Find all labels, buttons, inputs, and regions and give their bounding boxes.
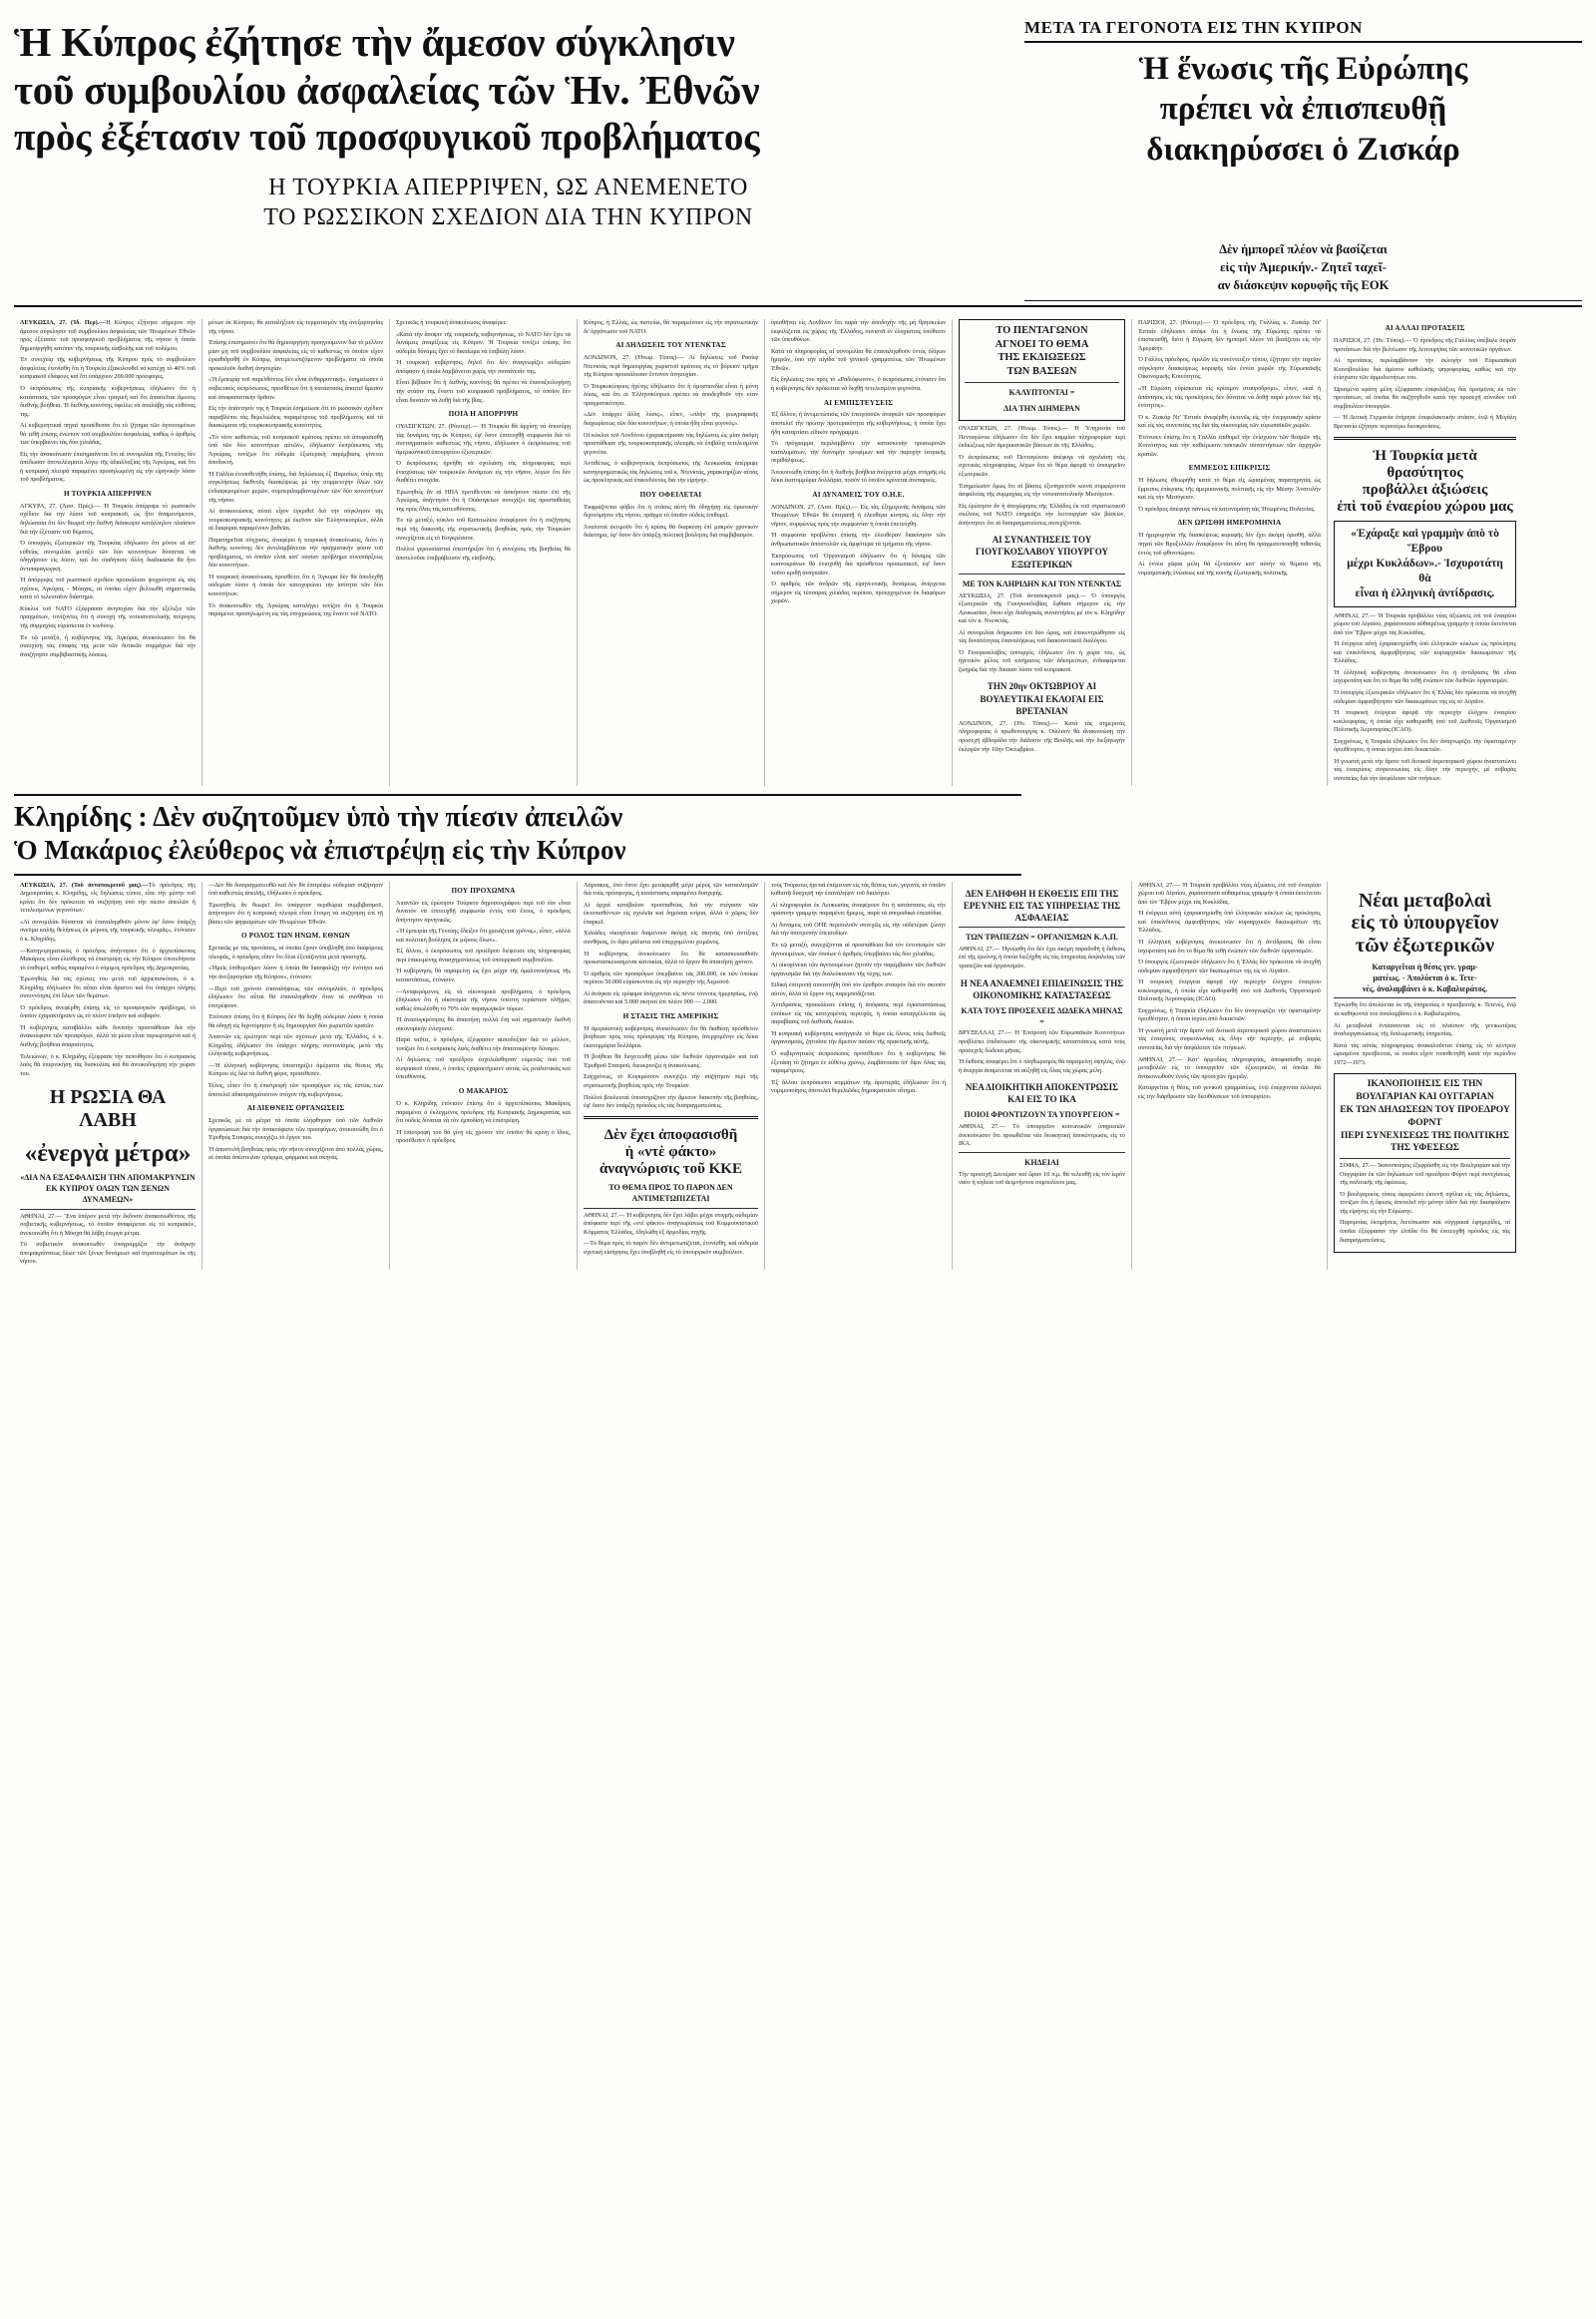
turkey-airspace-p5: Ἡ τουρκικὴ ἐνέργεια ἀφορᾷ τὴν περιοχὴν ἐλέγχου ἐναερίου κυκλοφορίας, ἡ ὁποία εἶχε καθορισθῆ ὑπὸ τοῦ Διεθνοῦς Ὀργανισμοῦ Πολιτικῆς Ἀεροπορίας (ΙCΑΟ).: [1334, 709, 1516, 734]
right-lower-p4: Ὁ ὑπουργὸς ἐξωτερικῶν ἐδήλωσεν ὅτι ἡ Ἑλλὰς δὲν πρόκειται νὰ ἀνεχθῇ οὐδεμίαν ἀμφισβήτησιν τῶν δικαιωμάτων της εἰς τὸ Αἰγαῖον.: [1138, 959, 1321, 974]
lower-column-pentagon: [952, 882, 1131, 1270]
lower-d-p7: Ἡ ἀμερικανικὴ κυβέρνησις ἀνεκοίνωσεν ὅτι θὰ διαθέσῃ πρόσθετον βοήθειαν πρὸς τοὺς πρόσφυγας τῆς Κύπρου, ἀνερχομένην εἰς δέκα ἑκατομμύρια δολλάρια.: [584, 1024, 758, 1049]
turkey-airspace-p4: Ὁ ὑπουργὸς ἐξωτερικῶν ἐδήλωσεν ὅτι ἡ Ἑλλὰς δὲν πρόκειται νὰ ἀνεχθῇ οὐδεμίαν ἀμφισβήτησιν τῶν δικαιωμάτων της εἰς τὸ Αἰγαῖον.: [1334, 688, 1516, 705]
bulgaria-headline-line3: ΠΕΡΙ ΣΥΝΕΧΙΣΕΩΣ ΤΗΣ ΠΟΛΙΤΙΚΗΣ ΤΗΣ ΥΦΕΣΕΩΣ: [1341, 1130, 1509, 1154]
kke-p1: ΑΘΗΝΑΙ, 27.— Ἡ κυβέρνησις δὲν ἔχει λάβει μέχρι στιγμῆς οὐδεμίαν ἀπόφασιν περὶ τῆς «ντὲ φάκτο» ἀναγνωρίσεως τοῦ Κομμουνιστικοῦ Κόμματος Ἑλλάδος, ἐδηλώθη ἐξ ἁρμοδίας πηγῆς.: [584, 1211, 758, 1236]
col-c-p6: Ἐρωτηθεὶς ἂν αἱ ΗΠΑ προτίθενται νὰ ἀσκήσουν πίεσιν ἐπὶ τῆς Ἀγκύρας, ἀπήντησεν ὅτι ἡ Οὐάσιγκτων συνεχίζει τὰς προσπαθείας της πρὸς ὅλας τὰς κατευθύνσεις.: [396, 488, 571, 513]
giscard-p7: Ὁ πρόεδρος ἀπέφυγε πάντως νὰ κατονομάσῃ τὰς Ἡνωμένας Πολιτείας.: [1138, 505, 1316, 513]
col-a-subhead-turkey: Η ΤΟΥΡΚΙΑ ΑΠΕΡΡΙΨΕΝ: [63, 489, 153, 498]
lower-e-p8: Ἡ κυπριακὴ κυβέρνησις κατήγγειλε τὸ θέμα εἰς ὅλους τοὺς διεθνεῖς ὀργανισμούς, ζητοῦσα τὴν ἄμεσον παύσιν τῆς πρακτικῆς αὐτῆς.: [771, 1029, 946, 1046]
obituaries-headline: ΚΗΔΕΙΑΙ: [1024, 1157, 1059, 1167]
col-e-subhead-un: ΑΙ ΔΥΝΑΜΕΙΣ ΤΟΥ Ο.Η.Ε.: [812, 490, 905, 499]
column-e: [764, 319, 952, 786]
britain-elections-headline: ΤΗΝ 20ην ΟΚΤΩΒΡΙΟΥ ΑΙ ΒΟΥΛΕΥΤΙΚΑΙ ΕΚΛΟΓΑΙ ΕΙΣ ΒΡΕΤΑΝΙΑΝ: [980, 681, 1104, 716]
lower-d-subhead-usa: Η ΣΤΑΣΙΣ ΤΗΣ ΑΜΕΡΙΚΗΣ: [622, 1011, 719, 1020]
klerides-banner: [14, 794, 1021, 875]
col-d-p5: Οἱ κύκλοι τοῦ Λονδίνου ἐχαρακτήρισαν τὰς δηλώσεις ὡς μίαν ἀκόμη προσπάθειαν τῆς τουρκοκυπριακῆς πλευρᾶς νὰ ἐπιβάλῃ τετελεσμένα γεγονότα.: [584, 431, 758, 456]
lower-a-p6: Ἡ κυβέρνησις καταβάλλει κάθε δυνατὴν προσπάθειαν διὰ τὴν ἀνακούφισιν τῶν προσφύγων, ἀλλὰ τὰ μέσα εἶναι περιωρισμένα καὶ ἡ διεθνὴς βοήθεια ἀπαραίτητος.: [20, 1023, 196, 1048]
ministry-headline-line3: τῶν ἐξωτερικῶν: [1355, 935, 1495, 958]
pentagon-p12: ΑΘΗΝΑΙ, 27.— Τὸ ὑπουργεῖον κοινωνικῶν ὑπηρεσιῶν ἀνεκοίνωσεν ὅτι προωθεῖται νέα διοικητικὴ ἀποκέντρωσις εἰς τὸ ΙΚΑ.: [959, 1123, 1125, 1148]
lower-b-subhead-orgs: ΑΙ ΔΙΕΘΝΕΙΣ ΟΡΓΑΝΩΣΕΙΣ: [246, 1104, 345, 1113]
lower-a-p9: Τὸ σοβιετικὸν ἀνακοινωθὲν ὑπογραμμίζει τὴν ἀνάγκην ἀπομακρύνσεως ὅλων τῶν ξένων δυνάμεων καὶ στρατευμάτων ἐκ τῆς νήσου.: [20, 1241, 196, 1266]
col-a-p2: Ἐν συνεχείᾳ τῆς κυβερνήσεως τῆς Κύπρου πρὸς τὸ συμβούλιον ἀσφαλείας ἐτονίσθη ὅτι ἡ Τουρκία ἐξακολουθεῖ νὰ κατέχῃ τὸ 40% τοῦ κυπριακοῦ ἐδάφους καὶ ὅτι ὑπάρχουν 200.000 πρόσφυγες.: [20, 356, 196, 381]
right-subheadline-line2: εἰς τὴν Ἀμερικήν.- Ζητεῖ ταχεῖ-: [1220, 259, 1387, 274]
giscard-p13: — Ἡ Δυτικὴ Γερμανία ἐτήρησε ἐπιφυλακτικὴν στάσιν, ἐνῷ ἡ Μεγάλη Βρετανία ἐζήτησε περαιτέρω διευκρινίσεις.: [1334, 414, 1516, 430]
col-a-p4: Αἱ κυβερνητικαὶ πηγαὶ προσέθεσαν ὅτι τὸ ζήτημα τῶν ἀγνοουμένων θὰ τεθῇ ἐπίσης ἐνώπιον τοῦ συμβουλίου ἀσφαλείας, καθὼς ὁ ἀριθμὸς των ὑπερβαίνει τὰς δύο χιλιάδας.: [20, 422, 196, 447]
lower-c-p8: Αἱ δηλώσεις τοῦ προέδρου ἐσχολιάσθησαν εὐμενῶς ὑπὸ τοῦ κυπριακοῦ τύπου, ὁ ὁποῖος ἐχαρακτήρισεν αὐτὰς ὡς ρεαλιστικὰς καὶ ὑπευθύνους.: [396, 1056, 571, 1081]
lower-column-g: [1131, 882, 1327, 1270]
kke-p4: Ἐξ ἄλλου ἐκπρόσωποι κομμάτων τῆς ἀριστερᾶς ἐδήλωσαν ὅτι ἡ νομιμοποίησις ἀποτελεῖ θεμελιῶδες δημοκρατικὸν αἴτημα.: [771, 1078, 946, 1095]
pentagon-head-line3: ΤΗΣ ΕΚΔΙΩΞΕΩΣ: [998, 352, 1086, 364]
lower-d-p5: Ὁ ἀριθμὸς τῶν προσφύγων ὑπερβαίνει τὰς 200.000, ἐκ τῶν ὁποίων περίπου 50.000 εὑρίσκονται εἰς τὴν περιοχὴν τῆς Λεμεσοῦ.: [584, 969, 758, 986]
main-headline-line3: πρὸς ἐξέτασιν τοῦ προσφυγικοῦ προβλήματος: [14, 115, 760, 159]
column-c: [389, 319, 577, 786]
pentagon-p2: Ὁ ἐκπρόσωπος τοῦ Πενταγώνου ἀπέφυγε νὰ σχολιάσῃ τὰς σχετικὰς πληροφορίας, λέγων ὅτι τὸ θέμα ἀφορᾷ τὸ ὑπουργεῖον ἐξωτερικῶν.: [959, 453, 1125, 479]
column-giscard-1: [1131, 319, 1327, 786]
col-e-p3: Εἰς δηλώσεις του πρὸς τὸ «Ραδιόφωνον», ὁ ἐκπρόσωπος ἐτόνισεν ὅτι ἡ κυβέρνησις δὲν πρόκειται νὰ δεχθῇ τετελεσμένα γεγονότα.: [771, 376, 946, 392]
lower-column-e: [764, 882, 952, 1270]
col-e-p2: Κατὰ τὰ πληροφορίας αἱ συνομιλίαι θὰ ἐπαναληφθοῦν ἐντὸς ὀλίγων ἡμερῶν, ὑπὸ τὴν αἰγίδα τοῦ γενικοῦ γραμματέως τῶν Ἡνωμένων Ἐθνῶν.: [771, 347, 946, 372]
col-d-p1: Κύπρος, ἡ Ἑλλάς, ὡς πιστεύω, θὰ παραμείνουν εἰς τὴν στρατιωτικὴν δι' ὀργάνωσιν τοῦ ΝΑΤΟ.: [584, 319, 758, 335]
lower-c-p4: Ἡ κυβέρνησις θὰ παραμείνῃ ὡς ἔχει μέχρι τῆς ὁμαλοποιήσεως τῆς καταστάσεως, ἐτόνισεν.: [396, 967, 571, 983]
lower-a-p4: Ἐρωτηθεὶς διὰ τὰς σχέσεις του μετὰ τοῦ ἀρχιεπισκόπου, ὁ κ. Κληρίδης ἐδήλωσεν ὅτι αὗται εἶναι ἄριστοι καὶ ὅτι ὑπάρχει πλήρης συνεννόησις ἐπὶ ὅλων τῶν θεμάτων.: [20, 975, 196, 1000]
lower-b-p5: —Περὶ τοῦ χρόνου ἐπαναλήψεως τῶν συνομιλιῶν, ὁ πρόεδρος ἐδήλωσεν ὅτι αὗται θὰ ἐπαναληφθοῦν ὅταν αἱ συνθῆκαι τὸ ἐπιτρέψουν.: [208, 984, 383, 1009]
lower-e-p2: Αἱ πληροφορίαι ἐκ Λευκωσίας ἀναφέρουν ὅτι ἡ κατάστασις εἰς τὴν πράσινην γραμμὴν παραμένει ἤρεμος, παρὰ τὰ σποραδικὰ ἐπεισόδια.: [771, 901, 946, 918]
lower-e-p5: Αἱ οἰκογένειαι τῶν ἀγνοουμένων ζητοῦν τὴν παρέμβασιν τῶν διεθνῶν ὀργανισμῶν διὰ τὴν διαλεύκανσιν τῆς τύχης των.: [771, 962, 946, 977]
lower-d-p2: Αἱ ἀρχαὶ κατέβαλαν προσπαθείας διὰ τὴν στέγασιν τῶν ἐκτοπισθέντων εἰς σχολεῖα καὶ δημόσια κτίρια, ἀλλὰ ὁ χῶρος δὲν ἐπαρκεῖ.: [584, 901, 758, 926]
kke-headline-line2: ἡ «ντὲ φάκτο»: [624, 1143, 717, 1160]
lower-column-b: [201, 882, 389, 1270]
masthead-left: [14, 18, 1012, 232]
lower-b-p8: —Ἡ ἑλληνικὴ κυβέρνησις ὑποστηρίζει ἀμέριστα τὰς θέσεις τῆς Κύπρου εἰς ὅλα τὰ διεθνῆ φόρα, προσέθεσεν.: [208, 1061, 383, 1078]
lower-c-p9: Ὁ κ. Κληρίδης ἐτόνισεν ἐπίσης ὅτι ὁ ἀρχιεπίσκοπος Μακάριος παραμένει ὁ ἐκλεγμένος πρόεδρος τῆς Κυπριακῆς Δημοκρατίας καὶ ὅτι οὐδεὶς δύναται νὰ τὸν ἐμποδίσῃ νὰ ἐπιστρέψῃ.: [396, 1099, 571, 1125]
pentagon-head-line1: ΤΟ ΠΕΝΤΑΓΩΝΟΝ: [996, 325, 1088, 337]
giscard-subhead-other: ΑΙ ΑΛΛΑΙ ΠΡΟΤΑΣΕΙΣ: [1385, 324, 1465, 333]
ministry-p3: Κατὰ τὰς αὐτὰς πληροφορίας ἀνακαλοῦνται ἐπίσης εἰς τὸ κέντρον ὡρισμένοι πρεσβευταί, οἱ ὁποῖοι εἶχον τοποθετηθῆ κατὰ τὴν περίοδον 1972—1973.: [1334, 1041, 1516, 1066]
lower-column-a: [14, 882, 201, 1270]
pentagon-p4: Εἰς ἐρώτησιν ἂν ἡ ἀποχώρησις τῆς Ἑλλάδος ἐκ τοῦ στρατιωτικοῦ σκέλους τοῦ ΝΑΤΟ ἐπηρεάζει τὴν λειτουργίαν τῶν βάσεων, ἀπήντησεν ὅτι αἱ διαπραγματεύσεις συνεχίζονται.: [959, 502, 1125, 527]
col-c-subhead: ΠΟΙΑ Η ΑΠΟΡΡΙΨΗ: [448, 410, 519, 419]
lower-c-p10: Ἡ ἐπιστροφή του θὰ γίνῃ εἰς χρόνον τὸν ὁποῖον θὰ κρίνῃ ὁ ἴδιος, προσέθεσεν ὁ πρόεδρος.: [396, 1128, 571, 1145]
lower-b-p9: Τέλος, εἶπεν ὅτι ἡ ἐπιστροφὴ τῶν προσφύγων εἰς τὰς ἑστίας των ἀποτελεῖ ἀδιαπραγμάτευτον στόχον τῆς κυβερνήσεως.: [208, 1082, 383, 1098]
right-subheadline-line1: Δὲν ἠμπορεῖ πλέον νὰ βασίζεται: [1219, 241, 1388, 256]
bulgaria-headline: [1340, 1078, 1510, 1155]
col-d-subhead-denktash: ΑΙ ΔΗΛΩΣΕΙΣ ΤΟΥ ΝΤΕΝΚΤΑΣ: [615, 341, 726, 350]
pentagon-p13: Τὴν προσεχῆ Δευτέραν καὶ ὥραν 10 π.μ. θὰ τελεσθῇ εἰς τὸν ἱερὸν ναὸν ἡ κηδεία τοῦ ἀειμνήστου συμπολίτου μας.: [959, 1170, 1125, 1187]
col-e-p8: Ἡ συμφωνία προβλέπει ἐπίσης τὴν ἐλευθέραν διακίνησιν τῶν ἀνθρωπιστικῶν ἀποστολῶν εἰς ἀμφότερα τὰ τμήματα τῆς νήσου.: [771, 532, 946, 548]
col-c-p2: Ἡ τουρκικὴ κυβέρνησις δηλοῖ ὅτι δὲν ἀναγνωρίζει οὐδεμίαν ἀπόφασιν ἡ ὁποία λαμβάνεται χωρὶς τὴν συναίνεσίν της.: [396, 359, 571, 375]
col-b-p2: Ἐπίσης ἐπισημαίνει ὅτι θὰ δημιουργήσῃ προηγούμενον διὰ τὸ μέλλον μίαν μὴ τοῦ συμβουλίου ἀσφαλείας εἰς τὸ καθεστὼς τὸ ὁποῖον εἶχεν ἐγκαθιδρυθῆ ἐν Κύπρῳ, ἀντιμετωπιζόμενον προβλήματα τὰ ὁποῖα προκαλοῦν διεθνῆ ἀνησυχίαν.: [208, 339, 383, 372]
russia-headline-1: Η ΡΩΣΙΑ ΘΑ ΛΑΒΗ: [49, 1086, 167, 1131]
pentagon-p5: ΛΕΥΚΩΣΙΑ, 27. (Τοῦ ἀνταποκριτοῦ μας).— Ὁ ὑπουργὸς ἐξωτερικῶν τῆς Γιουγκοσλαβίας ἔφθασε σήμερον εἰς τὴν Λευκωσίαν, ὅπου εἶχε διαδοχικὰς συναντήσεις μὲ τὸν κ. Κληρίδην καὶ τὸν κ. Ντενκτάς.: [959, 591, 1125, 625]
turkey-airspace-p7: Ἡ γνωστὴ μετὰ τὴν ἄρσιν τοῦ δυτικοῦ ἀεροπορικοῦ χώρου ἀναστατώνει τὰς ἐναερίους συγκοινωνίας εἰς ὅλην τὴν περιοχήν, μὲ σοβαρὰς συνεπείας διὰ τὴν ἀσφάλειαν τῶν πτήσεων.: [1334, 757, 1516, 782]
lower-c-p5: —Ἀναφερόμενος εἰς τὰ οἰκονομικὰ προβλήματα, ὁ πρόεδρος ἐδήλωσεν ὅτι ἡ οἰκονομία τῆς νήσου ὑπέστη τεράστιον πλῆγμα, καθὼς ἀπωλέσθη τὸ 70% τῶν παραγωγικῶν πόρων.: [396, 987, 571, 1012]
giscard-p1: ΠΑΡΙΣΙΟΙ, 27. (Ρόυτερ).— Ὁ πρόεδρος τῆς Γαλλίας κ. Ζισκὰρ Ντ' Ἐσταὶν ἐδήλωσεν ἀπόψε ὅτι ἡ ἕνωσις τῆς Εὐρώπης πρέπει νὰ ἐπισπευσθῇ, διότι ἡ Εὐρώπη δὲν ἠμπορεῖ πλέον νὰ βασίζεται εἰς τὴν Ἀμερικήν.: [1138, 319, 1321, 352]
lower-e-p6: Εἰδικὴ ἐπιτροπὴ συνεστήθη ὑπὸ τὸν ἐρυθρὸν σταυρὸν διὰ τὸν σκοπὸν αὐτόν, ἀλλὰ τὸ ἔργον της παρεμποδίζεται.: [771, 981, 946, 997]
kke-p2: —Τὸ θέμα πρὸς τὸ παρὸν δὲν ἀντιμετωπίζεται, ἐτονίσθη, καὶ οὐδεμία σχετικὴ εἰσήγησις ἔχει ὑποβληθῆ εἰς τὸ ὑπουργικὸν συμβούλιον.: [584, 1240, 758, 1256]
col-c-p5: Ὁ ἐκπρόσωπος ἠρνήθη νὰ σχολιάσῃ τὰς πληροφορίας περὶ ἐνισχύσεως τῶν τουρκικῶν δυνάμεων εἰς τὴν νῆσον, λέγων ὅτι δὲν διαθέτει στοιχεῖα.: [396, 460, 571, 485]
bulgaria-p2: Ὁ βουλγαρικὸς τύπος ἀφιερώνει ἐκτενῆ σχόλια εἰς τὰς δηλώσεις, τονίζων ὅτι ἡ ὕφεσις ἀποτελεῖ τὴν μόνην ὁδὸν διὰ τὴν διασφάλισιν τῆς εἰρήνης εἰς τὴν Εὐρώπην.: [1340, 1190, 1510, 1215]
col-a-p3: Ὁ ἐκπρόσωπος τῆς κυπριακῆς κυβερνήσεως ἐδήλωσεν ὅτι ἡ κατάστασις τῶν προσφύγων εἶναι τραγική καὶ ὅτι ἀπαιτεῖται ἄμεσος διεθνὴς βοήθεια. Ἡ διεθνὴς κοινότης ὀφείλει νὰ ἀναλάβῃ τὰς εὐθύνας της.: [20, 384, 196, 418]
column-d: [577, 319, 764, 786]
lower-a-p7: Τελειώνων, ὁ κ. Κληρίδης ἐξέφρασε τὴν πεποίθησιν ὅτι ὁ κυπριακὸς λαὸς θὰ ὑπερνικήσῃ τὰς δυσκολίας καὶ θὰ ἀνοικοδομήσῃ τὴν χώραν του.: [20, 1052, 196, 1077]
main-headline: [14, 18, 1002, 161]
bulgaria-headline-line2: ΕΚ ΤΩΝ ΔΗΛΩΣΕΩΝ ΤΟΥ ΠΡΟΕΔΡΟΥ ΦΟΡΝΤ: [1340, 1104, 1510, 1128]
turkey-airspace-headline: [1334, 448, 1516, 516]
ministry-headline-line1: Νέαι μεταβολαὶ: [1358, 889, 1492, 912]
giscard-subhead-criticism: ΕΜΜΕΣΟΣ ΕΠΙΚΡΙΣΙΣ: [1188, 464, 1271, 473]
col-a-p5: Εἰς τὴν ἀνακοίνωσιν ἐπισημαίνεται ὅτι αἱ συνομιλίαι τῆς Γενεύης δὲν ἀπέδωσαν ἀποτελέσματα λόγῳ τῆς ἀδιαλλαξίας τῆς Ἀγκύρας, καὶ ὅτι ἡ κυπριακὴ πλευρὰ παραμένει προσηλωμένη εἰς τὴν εἰρηνικὴν λύσιν τοῦ προβλήματος.: [20, 450, 196, 484]
ika-headline: ΝΕΑ ΔΙΟΙΚΗΤΙΚΗ ΑΠΟΚΕΝΤΡΩΣΙΣ ΚΑΙ ΕΙΣ ΤΟ ΙΚΑ: [965, 1082, 1119, 1105]
pentagon-p1: ΟΥΑΣΙΓΚΤΩΝ, 27. (Ἡνωμ. Τύπος).— Ἡ Ὑπηρεσία τοῦ Πενταγώνου ἐδήλωσεν ὅτι δὲν ἔχει καμμίαν πληροφορίαν περὶ ἐκδιώξεως τῶν ἀμερικανικῶν βάσεων ἐκ τῆς Ἑλλάδος.: [959, 425, 1125, 450]
col-a-p1: Ἡ Κύπρος ἐξήτησε σήμερον τὴν ἄμεσον σύγκλησιν τοῦ συμβουλίου ἀσφαλείας τῶν Ἡνωμένων Ἐθνῶν πρὸς ἐξέτασιν τοῦ προσφυγικοῦ προβλήματος τῆς νήσου ἡ ὁποία δημιουργήθη κατόπιν τῆς τουρκικῆς εἰσβολῆς καὶ τοῦ πολέμου.: [20, 319, 196, 352]
lower-c-p6: Ἡ ἀνασυγκρότησις θὰ ἀπαιτήσῃ πολλὰ ἔτη καὶ σημαντικὴν διεθνῆ οἰκονομικὴν ἐνίσχυσιν.: [396, 1016, 571, 1032]
kke-subheadline: ΤΟ ΘΕΜΑ ΠΡΟΣ ΤΟ ΠΑΡΟΝ ΔΕΝ ΑΝΤΙΜΕΤΩΠΙΖΕΤΑΙ: [608, 1182, 733, 1203]
ministry-subheadline: [1334, 963, 1516, 994]
col-b-p10: Τὸ ἀνακοινωθὲν τῆς Ἀγκύρας καταλήγει τονίζον ὅτι ἡ Τουρκία παραμένει προσηλωμένη εἰς τὰς ὑποχρεώσεις της ἔναντι τοῦ ΝΑΤΟ.: [208, 601, 383, 618]
masthead-right: [1012, 18, 1582, 232]
giscard-p12: Ὡρισμένα κράτη μέλη ἐξέφρασαν ἐπιφυλάξεις διὰ ὁρισμένας ἐκ τῶν προτάσεων, αἱ ὁποῖαι θὰ συζητηθοῦν κατὰ τὴν προσεχῆ σύνοδον τοῦ συμβουλίου ὑπουργῶν.: [1334, 385, 1516, 410]
giscard-p9: Αἱ ἐννέα χῶραι μέλη θὰ ἐξετάσουν κατ' αὐτὴν τὰ θέματα τῆς νομισματικῆς ἑνώσεως καὶ τῆς κοινῆς ἐξωτερικῆς πολιτικῆς.: [1138, 561, 1321, 577]
ministry-p1: Ἐγνώσθη ὅτι ἀπολύεται ἐκ τῆς ὑπηρεσίας ὁ πρεσβευτὴς κ. Τετενές, ἐνῷ τὰ καθήκοντά του ἀναλαμβάνει ὁ κ. Καβαλιεράτος.: [1334, 1001, 1516, 1018]
turkey-quote-line2: μέχρι Κυκλάδων».- Ἰσχυροτάτη θὰ: [1347, 557, 1503, 584]
pentagon-p3: Ἐσημείωσεν ὅμως ὅτι αἱ βάσεις ἐξυπηρετοῦν κοινὰ συμφέροντα ἀσφαλείας τῆς συμμαχίας εἰς τὴν νοτιοανατολικὴν Μεσόγειον.: [959, 482, 1125, 499]
col-e-p7: ΛΟΝΔΙΝΟΝ, 27. (Ἀσσ. Πρές).— Εἰς τὰς ἐξημερινὰς δυνάμεις τῶν Ἡνωμένων Ἐθνῶν θὰ ἐπιτραπῇ ἡ ἐλευθέρα κίνησις εἰς ὅλην τὴν νῆσον, συμφώνως πρὸς τὴν συμφωνίαν ἡ ὁποία ἐπετεύχθη.: [771, 503, 946, 528]
lower-b-p11: Ἡ ἀποστολὴ βοηθείας πρὸς τὴν νῆσον συνεχίζεται ἀπὸ πολλὰς χώρας, αἱ ὁποῖαι ἀπέστειλαν τρόφιμα, φάρμακα καὶ σκηνάς.: [208, 1145, 383, 1162]
turkey-airspace-line1: Ἡ Τουρκία μετὰ θρασύτητος: [1373, 447, 1477, 481]
subheadline-line2: ΤΟ ΡΩΣΣΙΚΟΝ ΣΧΕΔΙΟΝ ΔΙΑ ΤΗΝ ΚΥΠΡΟΝ: [263, 203, 753, 230]
turkey-airspace-p3: Ἡ ἑλληνικὴ κυβέρνησις ἀνεκοίνωσεν ὅτι ἡ ἀντίδρασις θὰ εἶναι ἰσχυροτάτη καὶ ὅτι τὸ θέμα θὰ τεθῇ ἐνώπιον τῶν διεθνῶν ὀργανισμῶν.: [1334, 668, 1516, 685]
bulgaria-p1: ΣΟΦΙΑ, 27.— Ἱκανοποίησις ἐξεφράσθη εἰς τὴν Βουλγαρίαν καὶ τὴν Οὑγγαρίαν ἐκ τῶν δηλώσεων τοῦ προέδρου Φόρντ περὶ συνεχίσεως τῆς πολιτικῆς τῆς ὑφέσεως.: [1340, 1162, 1510, 1187]
col-a-p10: Ἐν τῷ μεταξύ, ἡ κυβέρνησις τῆς Ἀγκύρας ἀνεκοίνωσεν ὅτι θὰ συνεχίσῃ τὰς ἐπαφάς της μετὰ τῶν δυτικῶν συμμάχων διὰ τὴν ἀναζήτησιν συμβιβαστικῆς λύσεως.: [20, 633, 196, 658]
ministry-headline-line2: εἰς τὸ ὑπουργεῖον: [1351, 912, 1499, 935]
col-c-p1: «Κατὰ τὴν ἄποψιν τῆς τουρκικῆς κυβερνήσεως, τὸ ΝΑΤΟ δὲν ἔχει τὰ δυνάμεις ἀναμίξεως εἰς Κύπρον. Ἡ Τουρκία τονίζει ἐπίσης ὅτι οὐδεμία δύναμις ἔχει τὸ δικαίωμα νὰ ἐπιβάλῃ λύσιν.: [396, 330, 571, 355]
banks-subhead: ΤΩΝ ΤΡΑΠΕΖΩΝ = ΟΡΓΑΝΙΣΜΩΝ Κ.Λ.Π.: [966, 933, 1118, 943]
giscard-subhead-nodate: ΔΕΝ ΩΡΙΣΘΗ ΗΜΕΡΟΜΗΝΙΑ: [1177, 519, 1282, 528]
col-b-p9: Ἡ τουρκικὴ ἀνακοίνωσις προσθέτει ὅτι ἡ Ἄγκυρα δὲν θὰ ἀποδεχθῇ οὐδεμίαν λύσιν ἡ ὁποία δὲν κατοχυρώνει τὴν ἰσότητα τῶν δύο κοινοτήτων.: [208, 573, 383, 597]
col-b-p4: Εἰς τὴν ἀπάντησίν της ἡ Τουρκία ἐσημείωσε ὅτι τὸ ρωσσικὸν σχέδιον παραβλέπει τὰς θεμελιώδεις παραμέτρους τοῦ προβλήματος καὶ τὰ δικαιώματα τῆς τουρκοκυπριακῆς κοινότητος.: [208, 405, 383, 430]
lower-b-p4: «Ἡμεῖς ἐπιθυμοῦμεν λύσιν ἡ ὁποία θὰ διασφαλίζῃ τὴν ἑνότητα καὶ τὴν ἀνεξαρτησίαν τῆς Κύπρου», ἐτόνισεν.: [208, 965, 383, 980]
col-a-p7: Ὁ ὑπουργὸς ἐξωτερικῶν τῆς Τουρκίας ἐδήλωσεν ὅτι μόνον αἱ ἀπ' εὐθείας συνομιλίαι μεταξὺ τῶν δύο κοινοτήτων δύνανται νὰ ὁδηγήσουν εἰς λύσιν, καὶ ὅτι οἱαδήποτε ἄλλη διαδικασία θὰ ἦτο ἀντιπαραγωγική.: [20, 540, 196, 573]
kke-headline: [584, 1127, 758, 1178]
right-lower-p6: Συγχρόνως, ἡ Τουρκία ἐδήλωσεν ὅτι δὲν ἀναγνωρίζει τὴν ὑφισταμένην ὁριοθέτησιν, ἡ ὁποία ἰσχύει ἀπὸ δεκαετιῶν.: [1138, 1006, 1321, 1023]
masthead: [0, 0, 1596, 232]
lower-b-subhead-un: Ο ΡΟΛΟΣ ΤΩΝ ΗΝΩΜ. ΕΘΝΩΝ: [241, 932, 350, 941]
col-e-p6: Ἀνεκοινώθη ἐπίσης ὅτι ἡ διεθνὴς βοήθεια ἀνέρχεται μέχρι στιγμῆς εἰς δέκα ἑκατομμύρια δολλάρια, ποσὸν τὸ ὁποῖον κρίνεται ἀνεπαρκές.: [771, 468, 946, 485]
col-c-p7: Ἐν τῷ μεταξύ, κύκλοι τοῦ Καπιτωλίου ἀναφέρουν ὅτι ἡ συζήτησις περὶ τῆς διακοπῆς τῆς στρατιωτικῆς βοηθείας πρὸς τὴν Τουρκίαν συνεχίζεται εἰς τὸ Κογκρέσσον.: [396, 517, 571, 542]
giscard-p6: Ἡ δήλωσις ἐθεωρήθη κατὰ τὸ θέμα εἰς ὡρισμένας παρατηρητὰς ὡς ἔμμεσος ἐπίκρισις τῆς ἀμερικανικῆς πολιτικῆς εἰς τὴν Μέσην Ἀνατολὴν καὶ εἰς τὴν Μεσόγειον.: [1138, 477, 1321, 502]
col-d-p6: Ἀντιθέτως, ὁ κυβερνητικὸς ἐκπρόσωπος τῆς Λευκωσίας ἀπέρριψε κατηγορηματικῶς τὰς δηλώσεις τοῦ κ. Ντενκτάς, χαρακτηρίζων αὐτὰς ὡς προκλητικὰς καὶ ἐπικινδύνους διὰ τὴν εἰρήνην.: [584, 460, 758, 485]
right-headline-line3: διακηρύσσει ὁ Ζισκάρ: [1146, 131, 1460, 168]
lower-c-p3: Ἐξ ἄλλου, ὁ ἐκπρόσωπος τοῦ προέδρου διέψευσε τὰς πληροφορίας περὶ ἐπικειμένης ἀνασχηματίσεως τοῦ ὑπουργικοῦ συμβουλίου.: [396, 948, 571, 964]
turkey-quote-line3: εἶναι ἡ ἑλληνικὴ ἀντίδρασις.: [1355, 586, 1495, 599]
column-pentagon: [952, 319, 1131, 786]
lower-b-p3: Σχετικῶς μὲ τὰς προτάσεις, αἱ ὁποῖαι ἔχουν ὑποβληθῆ ἀπὸ διαφόρους πλευράς, ὁ πρόεδρος εἶπεν ὅτι ὅλαι ἐξετάζονται μετὰ προσοχῆς.: [208, 945, 383, 961]
klerides-banner-line2: Ὁ Μακάριος ἐλεύθερος νὰ ἐπιστρέψῃ εἰς τὴν Κύπρον: [14, 834, 626, 865]
col-e-p10: Ὁ ἀριθμὸς τῶν ἀνδρῶν τῆς εἰρηνευτικῆς δυνάμεως ἀνέρχεται σήμερον εἰς τέσσαρας χιλιάδας περίπου, προερχομένων ἐκ διαφόρων χωρῶν.: [771, 580, 946, 605]
lower-d-p1: Λάρνακος, ὑπὸ ὅπου ἔχει μεταφερθῆ μέγα μέρος τῶν καταυλισμῶν διὰ τοὺς πρόσφυγας, ἡ κατάστασις παραμένει δυσχερής.: [584, 881, 758, 898]
col-b-p7: Αἱ ἀνακοινώσεις αὐταὶ εἶχον ἐγκριθεῖ διὰ τὴν σύγκλησιν τῆς τουρκοκυπριακῆς κοινότητος μὲ ἐκεῖνον τῶν Ἑλληνοκυπρίων, ἀλλὰ αἱ διαφοραὶ παραμένουν βαθεῖαι.: [208, 508, 383, 533]
col-d-p3: Ὁ Τουρκοκύπριος ἡγέτης ἐδήλωσεν ὅτι ἡ ὁμοσπονδία εἶναι ἡ μόνη λύσις, καὶ ὅτι οἱ Ἑλληνοκύπριοι πρέπει νὰ ἀποδεχθοῦν τὴν νέαν πραγματικότητα.: [584, 382, 758, 407]
giscard-p3: «Ἡ Εὐρώπη εὑρίσκεται εἰς κρίσιμον σταυροδρόμι», εἶπεν, «καὶ ἡ ἀπάντησις εἰς τὰς προκλήσεις δὲν δύναται νὰ δοθῇ παρὰ μόνον διὰ τῆς ἑνότητος».: [1138, 384, 1321, 410]
lower-b-p2: Ἐρωτηθεὶς ἂν θεωρεῖ ὅτι ὑπάρχουν περιθώρια συμβιβασμοῦ, ἀπήντησεν ὅτι ἡ κυπριακὴ πλευρὰ εἶναι ἕτοιμη νὰ συζητήσῃ ἐπὶ τῇ βάσει τῶν ψηφισμάτων τῶν Ἡνωμένων Ἐθνῶν.: [208, 901, 383, 926]
turkey-quote-line1: «Ἐχάραξε καὶ γραμμὴν ἀπὸ τὸ Ἕβρου: [1351, 527, 1499, 555]
column-b: [201, 319, 389, 786]
kke-p3: Ὁ κυβερνητικὸς ἐκπρόσωπος προσέθεσεν ὅτι ἡ κυβέρνησις θὰ ἐξετάσῃ τὸ ζήτημα ἐν εὐθέτῳ χρόνῳ, λαμβάνουσα ὑπ' ὄψιν ὅλας τὰς παραμέτρους.: [771, 1049, 946, 1075]
turkey-airspace-line2: προβάλλει ἀξιώσεις: [1362, 481, 1488, 498]
pentagon-box: [959, 319, 1125, 421]
giscard-p11: Αἱ προτάσεις περιλαμβάνουν τὴν ἐκλογὴν τοῦ Εὐρωπαϊκοῦ Κοινοβουλίου διὰ ἀμέσου καθολικῆς ψηφοφορίας, καθὼς καὶ τὴν ἐνίσχυσιν τῶν ἁρμοδιοτήτων του.: [1334, 357, 1516, 382]
ika-subhead: ΠΟΙΟΙ ΦΡΟΝΤΙΖΟΥΝ ΤΑ ΥΠΟΥΡΓΕΙΟΝ =: [964, 1110, 1120, 1120]
right-headline-line1: Ἡ ἕνωσις τῆς Εὐρώπης: [1138, 51, 1468, 87]
lower-c-p1: Ἀπαντῶν εἰς ἐρώτησιν Τούρκου δημοσιογράφου περὶ τοῦ ἐὰν εἶναι δυνατὸν νὰ ἐπιτευχθῇ συμφωνία ἐντὸς τοῦ ἔτους, ὁ πρόεδρος ἀπήντησεν ἀρνητικῶς.: [396, 899, 571, 924]
col-a-p6: ΑΓΚΥΡΑ, 27. (Ἀσσ. Πρές).— Ἡ Τουρκία ἀπέρριψε τὸ ρωσσικὸν σχέδιον διὰ τὴν λύσιν τοῦ κυπριακοῦ, ὡς ἦτο ἀναμενόμενον, δηλώσασα ὅτι δὲν θεωρεῖ τὴν διεθνῆ διάσκεψιν κατάλληλον πλαίσιον διὰ τὴν ἐξέτασιν τοῦ θέματος.: [20, 502, 196, 536]
col-d-p4: «Δὲν ὑπάρχει ἄλλη λύσις», εἶπεν, «πλὴν τῆς γεωγραφικῆς διαχωρίσεως τῶν δύο κοινοτήτων, ἡ ὁποία ἤδη εἶναι γεγονός».: [584, 411, 758, 427]
pentagon-p10: ΒΡΥΞΕΛΛΑΙ, 27.— Ἡ Ἐπιτροπὴ τῶν Εὐρωπαϊκῶν Κοινοτήτων προβλέπει ἐπιδείνωσιν τῆς οἰκονομικῆς καταστάσεως κατὰ τοὺς προσεχεῖς δώδεκα μῆνας.: [959, 1029, 1125, 1054]
russia-subheadline: «ΔΙΑ ΝΑ ΕΞΑΣΦΑΛΙΣΗ ΤΗΝ ΑΠΟΜΑΚΡΥΝΣΙΝ ΕΚ ΚΥΠΡΟΥ ΟΛΩΝ ΤΩΝ ΞΕΝΩΝ ΔΥΝΑΜΕΩΝ»: [20, 1173, 196, 1204]
right-lower-p1: ΑΘΗΝΑΙ, 27.— Ἡ Τουρκία προβάλλει νέας ἀξιώσεις ἐπὶ τοῦ ἐναερίου χώρου τοῦ Αἰγαίου, χαράσσουσα αὐθαιρέτως γραμμὴν ἡ ὁποία ἐκτείνεται ἀπὸ τὸν Ἕβρον μέχρι τὰς Κυκλάδας.: [1138, 881, 1321, 906]
right-lower-p5: Ἡ τουρκικὴ ἐνέργεια ἀφορᾷ τὴν περιοχὴν ἐλέγχου ἐναερίου κυκλοφορίας, ἡ ὁποία εἶχε καθορισθῆ ὑπὸ τοῦ Διεθνοῦς Ὀργανισμοῦ Πολιτικῆς Ἀεροπορίας (ΙCΑΟ).: [1138, 978, 1321, 1003]
lower-e-p1: τοὺς Τούρκους ἡγεταί ἐπέμειναν εἰς τὰς θέσεις των, γεγονὸς τὸ ὁποῖον καθιστᾷ δυσχερῆ τὴν ἐπανάληψιν τοῦ διαλόγου.: [771, 881, 946, 898]
giscard-p5: Ἐτόνισεν ἐπίσης ὅτι ἡ Γαλλία ἐπιθυμεῖ τὴν ἐνίσχυσιν τῶν θεσμῶν τῆς Κοινότητος καὶ τὴν καθιέρωσιν τακτικῶν συναντήσεων τῶν ἀρχηγῶν κρατῶν.: [1138, 433, 1321, 458]
lower-c-subhead-1: ΠΟΥ ΠΡΟΧΩΜΝΑ: [451, 886, 516, 895]
right-kicker: ΜΕΤΑ ΤΑ ΓΕΓΟΝΟΤΑ ΕΙΣ ΤΗΝ ΚΥΠΡΟΝ: [1024, 18, 1582, 43]
ministry-p2: Αἱ μεταβολαὶ ἐντάσσονται εἰς τὸ πλαίσιον τῆς γενικωτέρας ἀναδιοργανώσεως τῆς διπλωματικῆς ὑπηρεσίας.: [1334, 1021, 1516, 1038]
yugoslav-subhead: ΜΕ ΤΟΝ ΚΛΗΡΙΔΗΝ ΚΑΙ ΤΟΝ ΝΤΕΝΚΤΑΣ: [962, 579, 1122, 588]
lower-a-p1: Τὸ πρόεδρος τῆς Δημοκρατίας κ. Κληρίδης, εἰς δηλώσεις τύπου, εἶπε τὴν μέσην τοῦ κρίνει ὅτι δὲν πρόκειται νὰ συζητήσῃ ὑπὸ τὴν πίεσιν ἀπειλῶν ἢ τετελεσμένων γεγονότων.: [20, 881, 196, 915]
col-a-p8: Ἡ ἀπόρριψις τοῦ ρωσσικοῦ σχεδίου προεκάλεσε ψυχρότητα εἰς τὰς σχέσεις Ἀγκύρας - Μόσχας, αἱ ὁποῖαι εἶχον βελτιωθῆ σημαντικῶς κατὰ τὸ τελευταῖον διάστημα.: [20, 577, 196, 601]
col-c-p3: Εἶναι βέβαιον ὅτι ἡ διεθνὴς κοινότης θὰ πρέπει νὰ ἐπαναξιολογήσῃ τὴν στάσιν της ἔναντι τοῦ κυπριακοῦ προβλήματος, τὸ ὁποῖον δὲν εἶναι δυνατὸν νὰ λυθῇ διὰ τῆς βίας.: [396, 379, 571, 404]
right-lower-p3: Ἡ ἑλληνικὴ κυβέρνησις ἀνεκοίνωσεν ὅτι ἡ ἀντίδρασις θὰ εἶναι ἰσχυροτάτη καὶ ὅτι τὸ θέμα θὰ τεθῇ ἐνώπιον τῶν διεθνῶν ὀργανισμῶν.: [1138, 938, 1321, 955]
ministry-headline: [1334, 890, 1516, 958]
lower-d-p3: Χιλιάδες οἰκογένειαι διαμένουν ἀκόμη εἰς σκηνὰς ὑπὸ ἀντίξοες συνθήκας, ἐν ὄψει μάλιστα τοῦ ἐπερχομένου χειμῶνος.: [584, 930, 758, 946]
lower-a-dateline: ΛΕΥΚΩΣΙΑ, 27. (Τοῦ ἀνταποκριτοῦ μας).—: [20, 881, 149, 889]
lower-d-p4: Ἡ κυβέρνησις ἀνεκοίνωσεν ὅτι θὰ κατασκευασθοῦν προκατασκευασμέναι κατοικίαι, ἀλλὰ τὸ ἔργον θὰ ἀπαιτήσῃ χρόνον.: [584, 950, 758, 966]
lower-a-p3: —Κατηγορηματικῶς ὁ πρόεδρος ἀπήντησεν ὅτι ὁ ἀρχιεπίσκοπος Μακάριος εἶναι ἐλεύθερος νὰ ἐπιστρέψῃ εἰς τὴν Κύπρον ὁποτεδήποτε τὸ ἐπιθυμεῖ, καθὼς παραμένει ὁ νόμιμος πρόεδρος τῆς Δημοκρατίας.: [20, 947, 196, 971]
lower-d-p9: Συγχρόνως, τὸ Κογκρέσσον συνεχίζει τὴν συζήτησιν περὶ τῆς στρατιωτικῆς βοηθείας πρὸς τὴν Τουρκίαν.: [584, 1073, 758, 1090]
masthead-subheadline: [14, 173, 1002, 232]
col-e-p1: ὁρισθῆναι εἰς Λονδῖνον ὅτι παρὰ τὴν ἀποδοχὴν τῆς μὴ θρησκείων ἐκφυλίζεται εἰς χώρας τῆς Ἑλλάδος, συνιστᾶ ἐν ἐλαχίστοις ὑπόθεσιν τῶν ὑπευθύνων.: [771, 319, 946, 344]
giscard-p2: Ὁ Γάλλος πρόεδρος, ὁμιλῶν εἰς συνέντευξιν τύπου, ἐζήτησε τὴν ταχεῖαν σύγκλησιν διασκέψεως κορυφῆς τῶν ἐννέα χωρῶν τῆς Εὐρωπαϊκῆς Οἰκονομικῆς Κοινότητος.: [1138, 356, 1321, 381]
lower-d-p10: Πολλοὶ βουλευταὶ ὑποστηρίζουν τὴν ἄμεσον διακοπὴν τῆς βοηθείας, ἐφ' ὅσον δὲν ὑπάρξῃ πρόοδος εἰς τὰς διαπραγματεύσεις.: [584, 1093, 758, 1110]
pentagon-p6: Αἱ συνομιλίαι διήρκεσαν ἐπὶ δύο ὥρας, καὶ ἐπεκεντρώθησαν εἰς τὰς δυνατότητας ἐπαναλήψεως τοῦ διακοινοτικοῦ διαλόγου.: [959, 628, 1125, 645]
economy-headline: Η ΝΕΑ ΑΝΑΕΜΝΕΙ ΕΠΙΔΕΙΝΩΣΙΣ ΤΗΣ ΟΙΚΟΝΟΜΙΚΗΣ ΚΑΤΑΣΤΑΣΕΩΣ: [960, 977, 1124, 1000]
mid-section: [0, 311, 1596, 786]
pentagon-p8: ΛΟΝΔΙΝΟΝ, 27. (Ἡν. Τύπος).— Κατὰ τὰς σημερινὰς πληροφορίας ὁ πρωθυπουργὸς κ. Οὐίλσον θὰ ἀνακοινώσῃ τὴν προσεχῆ ἑβδομάδα τὴν διάλυσιν τῆς Βουλῆς καὶ τὴν διεξαγωγὴν ἐκλογῶν τὴν 10ην Ὀκτωβρίου.: [959, 719, 1125, 753]
col-a-dateline: ΛΕΥΚΩΣΙΑ, 27. (Ἰδ. Περ).—: [20, 319, 106, 327]
giscard-p10: ΠΑΡΙΣΙΟΙ, 27. (Ἡν. Τύπος).— Ὁ πρόεδρος τῆς Γαλλίας ὑπέβαλε σειρὰν προτάσεων διὰ τὴν βελτίωσιν τῆς λειτουργίας τῶν κοινοτικῶν ὀργάνων.: [1334, 337, 1516, 353]
right-subheadline: [1024, 240, 1582, 301]
masthead-divider: [14, 305, 1582, 307]
lower-column-h: [1327, 882, 1522, 1270]
col-e-subhead-1: ΑΙ ΕΜΠΙΣΤΕΥΣΕΙΣ: [823, 398, 894, 407]
col-c-p4: ΟΥΑΣΙΓΚΤΩΝ, 27. (Ρόυτερ).— Ἡ Τουρκία θὰ ἀρχίσῃ νὰ ἀποσύρῃ τὰς δυνάμεις της ἐκ Κύπρου, ἐφ' ὅσον ἐπιτευχθῇ συμφωνία διὰ τὸ συνταγματικὸν καθεστὼς τῆς νήσου, ἐδήλωσεν ὁ ἐκπρόσωπος τοῦ ἀμερικανικοῦ ὑπουργείου ἐξωτερικῶν.: [396, 423, 571, 456]
turkey-airspace-line3: ἐπὶ τοῦ ἐναερίου χώρου μας: [1337, 498, 1513, 515]
giscard-p8: Ἡ ἡμερομηνία τῆς διασκέψεως κορυφῆς δὲν ἔχει ἀκόμη ὁρισθῆ, ἀλλὰ πηγαὶ τῶν Βρυξελλῶν ἀναφέρουν ὅτι αὕτη θὰ πραγματοποιηθῇ πιθανῶς ἐντὸς τοῦ φθινοπώρου.: [1138, 532, 1321, 557]
pentagon-p9: ΑΘΗΝΑΙ, 27.— Ἡγνώσθη ὅτι δὲν ἔχει ἀκόμη παραδοθῆ ἡ ἔκθεσις ἐπὶ τῆς ἐρεύνης ἡ ὁποία διεξήχθη εἰς τὰς ὑπηρεσίας ἀσφαλείας τῶν τραπεζῶν καὶ ὀργανισμῶν.: [959, 945, 1125, 969]
col-b-p1: μέτων ἐκ Κύπρου, θὰ καταλήξουν εἰς τερματισμὸν τῆς ἀνεξαρτησίας τῆς νήσου.: [208, 319, 383, 335]
giscard-p4: Ὁ κ. Ζισκὰρ Ντ' Ἐσταὶν ἀνεφέρθη ἐκτενῶς εἰς τὴν ἐνεργειακὴν κρίσιν καὶ εἰς τὰς συνεπείας της διὰ τὰς οἰκονομίας τῶν εὐρωπαϊκῶν χωρῶν.: [1138, 413, 1321, 430]
lower-c-p7: Παρὰ ταῦτα, ὁ πρόεδρος ἐξέφρασεν αἰσιοδοξίαν διὰ τὸ μέλλον, τονίζων ὅτι ὁ κυπριακὸς λαὸς διαθέτει τὴν ἀπαιτουμένην δύναμιν.: [396, 1036, 571, 1052]
economy-subhead: ΚΑΤΑ ΤΟΥΣ ΠΡΟΣΕΧΕΙΣ ΔΩΔΕΚΑ ΜΗΝΑΣ =: [961, 1005, 1123, 1026]
lower-e-p4: Ἐν τῷ μεταξύ, συνεχίζονται αἱ προσπάθειαι διὰ τὸν ἐντοπισμὸν τῶν ἀγνοουμένων, τῶν ὁποίων ὁ ἀριθμὸς ὑπερβαίνει τὰς δύο χιλιάδας.: [771, 941, 946, 958]
lower-a-p5: Ὁ πρόεδρος ἀνεφέρθη ἐπίσης εἰς τὸ προσφυγικὸν πρόβλημα, τὸ ὁποῖον ἐχαρακτήρισεν ὡς τὸ πλέον ἐπεῖγον καὶ σοβαρόν.: [20, 1003, 196, 1020]
pentagon-head-line4: ΤΩΝ ΒΑΣΕΩΝ: [1006, 366, 1077, 378]
bulgaria-headline-line1: ΙΚΑΝΟΠΟΙΗΣΙΣ ΕΙΣ ΤΗΝ ΒΟΥΛΓΑΡΙΑΝ ΚΑΙ ΟΥΓΓΑΡΙΑΝ: [1356, 1079, 1494, 1103]
col-d-p7: Ἐκφράζονται φόβοι ὅτι ἡ στάσις αὐτὴ θὰ ὁδηγήσῃ εἰς ὁριστικὴν διχοτόμησιν τῆς νήσου, πρᾶγμα τὸ ὁποῖον οὐδεὶς ἐπιθυμεῖ.: [584, 503, 758, 520]
ministry-sub-line2: ματέως. - Ἀπολύεται ὁ κ. Τετε-: [1373, 972, 1477, 982]
main-headline-line1: Ἡ Κύπρος ἐζήτησε τὴν ἄμεσον σύγκλησιν: [14, 19, 735, 65]
klerides-banner-line1: Κληρίδης : Δὲν συζητοῦμεν ὑπὸ τὴν πίεσιν ἀπειλῶν: [14, 802, 623, 834]
turkey-airspace-p2: Ἡ ἐνέργεια αὐτὴ ἐχαρακτηρίσθη ὑπὸ ἑλληνικῶν κύκλων ὡς πρόκλησις καὶ ἐπικίνδυνος ἀμφισβήτησις τῶν κυριαρχικῶν δικαιωμάτων τῆς Ἑλλάδος.: [1334, 640, 1516, 665]
col-b-p8: Παρατηρεῖται σύγχυσις, ἀναφέρει ἡ τουρκικὴ ἀνακοίνωσις, διότι ἡ διεθνὴς κοινότης δὲν ἀντιλαμβάνεται τὴν πραγματικὴν φύσιν τοῦ προβλήματος, τὸ ὁποῖον εἶναι κατ' οὐσίαν πρόβλημα συνυπάρξεως δύο κοινοτήτων.: [208, 536, 383, 570]
col-b-p5: «Τὸ νέον καθεστὼς τοῦ κυπριακοῦ κράτους πρέπει νὰ ἀποφασισθῇ ὑπὸ τῶν δύο κοινοτήτων αὐτῶν», ἐδήλωσεν ἐκπρόσωπος τῆς Ἀγκύρας, τονίζων ὅτι οὐδεμία ἐξωτερικὴ παρέμβασις γίνεται ἀποδεκτή.: [208, 433, 383, 467]
ministry-sub-line1: Καταργεῖται ἡ θέσις γεν. γραμ-: [1372, 963, 1478, 972]
right-lower-p7: Ἡ γνωστὴ μετὰ τὴν ἄρσιν τοῦ δυτικοῦ ἀεροπορικοῦ χώρου ἀναστατώνει τὰς ἐναερίους συγκοινωνίας εἰς ὅλην τὴν περιοχήν, μὲ σοβαρὰς συνεπείας διὰ τὴν ἀσφάλειαν τῶν πτήσεων.: [1138, 1026, 1321, 1051]
lower-e-p3: Αἱ δυνάμεις τοῦ ΟΗΕ περιπολοῦν συνεχῶς εἰς τὴν οὐδετέραν ζώνην διὰ τὴν ἀποτροπὴν ἐπεισοδίων.: [771, 921, 946, 938]
col-e-p5: Τὸ πρόγραμμα περιλαμβάνει τὴν κατασκευὴν προσωρινῶν καταλυμάτων, τὴν διανομὴν τροφίμων καὶ τὴν παροχὴν ἰατρικῆς περιθάλψεως.: [771, 440, 946, 465]
turkey-airspace-p1: ΑΘΗΝΑΙ, 27.— Ἡ Τουρκία προβάλλει νέας ἀξιώσεις ἐπὶ τοῦ ἐναερίου χώρου τοῦ Αἰγαίου, χαράσσουσα αὐθαιρέτως γραμμὴν ἡ ὁποία ἐκτείνεται ἀπὸ τὸν Ἕβρον μέχρι τὰς Κυκλάδας.: [1334, 611, 1516, 636]
pentagon-sub2: ΔΙΑ ΤΗΝ ΔΙΗΜΕΡΑΝ: [1003, 403, 1080, 413]
subheadline-line1: Η ΤΟΥΡΚΙΑ ΑΠΕΡΡΙΨΕΝ, ΩΣ ΑΝΕΜΕΝΕΤΟ: [268, 174, 748, 200]
yugoslav-headline: ΑΙ ΣΥΝΑΝΤΗΣΕΙΣ ΤΟΥ ΓΙΟΥΓΚΟΣΛΑΒΟΥ ΥΠΟΥΡΓΟΥ ΕΞΩΤΕΡΙΚΩΝ: [975, 535, 1109, 570]
lower-b-p10: Σχετικῶς μὲ τὰ μέτρα τὰ ὁποῖα ἐλήφθησαν ὑπὸ τῶν διεθνῶν ὀργανώσεων διὰ τὴν ἀνακούφισιν τῶν προσφύγων, ἀνεκοινώθη ὅτι ὁ Ἐρυθρὸς Σταυρὸς συνεχίζει τὸ ἔργον του.: [208, 1117, 383, 1142]
lower-b-p1: —Δὲν θὰ διαπραγματευθῶ καὶ δὲν θὰ ἐπιτρέψω οὐδεμίαν συζήτησιν ὑπὸ καθεστὼς ἀπειλῆς, ἐδήλωσεν ὁ πρόεδρος.: [208, 881, 383, 898]
right-subheadline-line3: αν διάσκεψιν κορυφῆς τῆς ΕΟΚ: [1217, 278, 1390, 293]
col-e-p4: Ἐξ ἄλλου, ἡ ἀντιμετώπισις τῶν ἐπειγουσῶν ἀναγκῶν τῶν προσφύγων ἀποτελεῖ τὴν πρώτην προτεραιότητα τῆς κυβερνήσεως, ἡ ὁποία ἔχει ἤδη καταρτίσει εἰδικὸν πρόγραμμα.: [771, 411, 946, 436]
lower-c-subhead-makarios: Ο ΜΑΚΑΡΙΟΣ: [458, 1087, 509, 1096]
ministry-sub-line3: νές, ἀναλαμβάνει ὁ κ. Καβαλιεράτος.: [1362, 983, 1488, 993]
right-headline-line2: πρέπει νὰ ἐπισπευθῇ: [1159, 91, 1447, 128]
lower-a-p8: ΑΘΗΝΑΙ, 27.— Ἕνα ὑπέρον μετὰ τὴν ἔκδοσιν ἀνακοινωθέντος τῆς σοβιετικῆς κυβερνήσεως, τὸ ὁποῖον ἀναφέρεται εἰς τὸ κυπριακόν, ἀνεκοινώθη ὅτι ἡ Μόσχα θὰ λάβῃ ἐνεργὰ μέτρα.: [20, 1212, 196, 1237]
lower-c-p2: «Ἡ ἐμπειρία τῆς Γενεύης ἔδειξεν ὅτι χρειάζεται χρόνος», εἶπεν, «ἀλλὰ καὶ πολιτικὴ βούλησις ἐκ μέρους ὅλων».: [396, 928, 572, 944]
lower-b-p7: Ἀπαντῶν εἰς ἐρώτησιν περὶ τῶν σχέσεων μετὰ τῆς Ἑλλάδος, ὁ κ. Κληρίδης ἐδήλωσεν ὅτι ὑπάρχει πλήρης συντονισμὸς μετὰ τῆς ἑλληνικῆς κυβερνήσεως.: [208, 1033, 383, 1058]
pentagon-p11: Ἡ ἔκθεσις ἀναφέρει ὅτι ὁ πληθωρισμὸς θὰ παραμείνῃ ὑψηλός, ἐνῷ ἡ ἀνεργία ἀναμένεται νὰ αὐξηθῇ εἰς ὅλας τὰς χώρας μέλη.: [959, 1058, 1125, 1074]
lower-d-p8: Ἡ βοήθεια θὰ διοχετευθῇ μέσω τῶν διεθνῶν ὀργανισμῶν καὶ τοῦ Ἐρυθροῦ Σταυροῦ, διευκρινίζει ἡ ἀνακοίνωσις.: [584, 1053, 758, 1069]
column-a: [14, 319, 201, 786]
pentagon-p7: Ὁ Γιουγκοσλάβος ὑπουργὸς ἐδήλωσεν ὅτι ἡ χώρα του, ὡς ἡγετικὸν μέλος τοῦ κινήματος τῶν ἀδεσμεύτων, ἐνδιαφέρεται ζωηρῶς διὰ τὴν δίκαιαν λύσιν τοῦ κυπριακοῦ.: [959, 648, 1125, 673]
lower-column-c: [389, 882, 577, 1270]
col-d-p2: ΛΟΝΔΙΝΟΝ, 27. (Ἡνωμ. Τύπος).— Αἱ δηλώσεις τοῦ Ραοὺφ Ντενκτὰς περὶ δημιουργίας χωριστοῦ κράτους εἰς τὸ βόρειον τμῆμα τῆς Κύπρου προεκάλεσαν ἔντονον ἀνησυχίαν.: [584, 354, 758, 379]
col-c-p8: Πολλοὶ γερουσιασταὶ ὑπεστήριξαν ὅτι ἡ συνέχισις τῆς βοηθείας θὰ ἀποτελοῦσε ἐπιβράβευσιν τῆς εἰσβολῆς.: [396, 546, 571, 562]
pentagon-box-headline: [965, 324, 1119, 379]
col-a-p9: Κύκλοι τοῦ ΝΑΤΟ ἐξέφρασαν ἀνησυχίαν διὰ τὴν ἐξέλιξιν τῶν πραγμάτων, τονίζοντες ὅτι ἡ συνοχὴ τῆς νοτιοανατολικῆς πτέρυγος τῆς συμμαχίας εὑρίσκεται ἐν κινδύνῳ.: [20, 604, 196, 630]
russia-headline-2: «ἐνεργὰ μέτρα»: [24, 1139, 192, 1167]
bulgaria-box: [1334, 1073, 1516, 1253]
turkey-airspace-p6: Συγχρόνως, ἡ Τουρκία ἐδήλωσεν ὅτι δὲν ἀναγνωρίζει τὴν ὑφισταμένην ὁριοθέτησιν, ἡ ὁποία ἰσχύει ἀπὸ δεκαετιῶν.: [1334, 737, 1516, 754]
right-headline: [1024, 49, 1582, 170]
turkey-airspace-quote: [1334, 521, 1516, 607]
col-e-p9: Ἐκπρόσωπος τοῦ Ὀργανισμοῦ ἐδήλωσεν ὅτι ἡ δύναμις τῶν κυανοκράνων θὰ ἐνισχυθῇ διὰ πρόσθετου προσωπικοῦ, ἐφ' ὅσον τοῦτο κριθῇ ἀναγκαῖον.: [771, 552, 946, 577]
kke-headline-line1: Δὲν ἔχει ἀποφασισθῆ: [603, 1126, 738, 1143]
lower-section: [0, 876, 1596, 1270]
col-d-subhead-2: ΠΟΥ ΟΦΕΙΛΕΤΑΙ: [639, 490, 702, 499]
pentagon-sub1: ΚΑΛΥΠΤΟΝΤΑΙ =: [1008, 387, 1075, 397]
col-b-p6: Ἡ Γαλλία ἐτοποθετήθη ἐπίσης, διὰ δηλώσεως ἐξ Παρισίων, ὑπὲρ τῆς συγκλήσεως διεθνοῦς διασκέψεως μὲ τὴν συμμετοχὴν ὅλων τῶν ἐνδιαφερομένων μερῶν, συμπεριλαμβανομένων τῶν δύο κοινοτήτων τῆς νήσου.: [208, 470, 383, 504]
lower-a-p2: «Αἱ συνομιλίαι δύνανται νὰ ἐπαναληφθοῦν μόνον ἐφ' ὅσον ὑπάρξῃ πνεῦμα καλῆς θελήσεως ἐκ μέρους τῆς τουρκικῆς πλευρᾶς», ἐτόνισεν ὁ κ. Κληρίδης.: [20, 918, 196, 943]
right-lower-p8: ΑΘΗΝΑΙ, 27.— Κατ' ἁρμοδίας πληροφορίας, ἀποφασίσθη σειρὰ μεταβολῶν εἰς τὸ ὑπουργεῖον τῶν ἐξωτερικῶν, αἱ ὁποῖαι θὰ ἀνακοινωθοῦν ἐντὸς τῶν προσεχῶν ἡμερῶν.: [1138, 1055, 1321, 1080]
lower-b-p6: Ἐτόνισεν ἐπίσης ὅτι ἡ Κύπρος δὲν θὰ δεχθῇ οὐδεμίαν λύσιν ἡ ὁποία θὰ ὁδηγῇ εἰς διχοτόμησιν ἢ εἰς δημιουργίαν δύο χωριστῶν κρατῶν.: [208, 1013, 383, 1029]
bulgaria-p3: Παρομοίας ἐκτιμήσεις διετύπωσαν καὶ οὑγγρικαὶ ἐφημερίδες, αἱ ὁποῖαι ἐξέφρασαν τὴν ἐλπίδα ὅτι θὰ ἐπιτευχθῇ πρόοδος εἰς τὰς διαπραγματεύσεις.: [1340, 1219, 1510, 1244]
security-report-headline: ΔΕΝ ΕΛΗΦΘΗ Η ΕΚΘΕΣΙΣ ΕΠΙ ΤΗΣ ΕΡΕΥΝΗΣ ΕΙΣ ΤΑΣ ΥΠΗΡΕΣΙΑΣ ΤΗΣ ΑΣΦΑΛΕΙΑΣ: [963, 888, 1121, 923]
pentagon-head-line2: ΑΓΝΟΕΙ ΤΟ ΘΕΜΑ: [995, 338, 1089, 350]
col-d-p8: Ἀναλυταὶ ἐκτιμοῦν ὅτι ἡ κρίσις θὰ διαρκέσῃ ἐπὶ μακρὸν χρονικὸν διάστημα, ἐφ' ὅσον δὲν ὑπάρξῃ πολιτικὴ βούλησις διὰ συμβιβασμόν.: [584, 523, 758, 540]
lower-d-p6: Αἱ ἀνάγκαι εἰς τρόφιμα ἀνέρχονται εἰς πέντε τόννους ἡμερησίως, ἐνῷ ἀπαιτοῦνται καὶ 5.000 σκηναὶ ἐπὶ πλέον 900 — 2.000.: [584, 989, 758, 1006]
lower-e-p7: Ἀντιδράσεις προεκάλεσε ἐπίσης ἡ ἀπόφασις περὶ ἐγκαταστάσεως ἐποίκων εἰς τὰς κατεχομένας περιοχάς, ἡ ὁποία καταγγέλλεται ὡς παραβίασις τοῦ διεθνοῦς δικαίου.: [771, 1001, 946, 1026]
col-b-p3: «Ἡ ἔμπειρίᾳ τοῦ παρελθόντος δὲν εἶναι ἐνθαρρυντική», ἐσημείωσεν ὁ σοβιετικὸς ἐκπρόσωπος, προσθέτων ὅτι ἡ κατάστασις ἀπαιτεῖ ἄμεσον καὶ ἀποφασιστικὴν δρᾶσιν.: [208, 376, 383, 401]
kke-headline-line3: ἀναγνώρισις τοῦ ΚΚΕ: [599, 1160, 742, 1177]
lower-column-d: [577, 882, 764, 1270]
right-lower-p9: Καταργεῖται ἡ θέσις τοῦ γενικοῦ γραμματέως, ἐνῷ ἐπέρχονται ἀλλαγαὶ εἰς τὴν διάρθρωσιν τῶν διευθύνσεων τοῦ ὑπουργείου.: [1138, 1084, 1321, 1100]
main-headline-line2: τοῦ συμβουλίου ἀσφαλείας τῶν Ἡν. Ἐθνῶν: [14, 67, 760, 114]
col-c-topnote: Σχετικῶς ἡ τουρκικὴ ἀνακοίνωσις ἀναφέρει:: [396, 319, 507, 327]
right-lower-p2: Ἡ ἐνέργεια αὐτὴ ἐχαρακτηρίσθη ὑπὸ ἑλληνικῶν κύκλων ὡς πρόκλησις καὶ ἐπικίνδυνος ἀμφισβήτησις τῶν κυριαρχικῶν δικαιωμάτων τῆς Ἑλλάδος.: [1138, 910, 1321, 935]
column-giscard-2: [1327, 319, 1522, 786]
